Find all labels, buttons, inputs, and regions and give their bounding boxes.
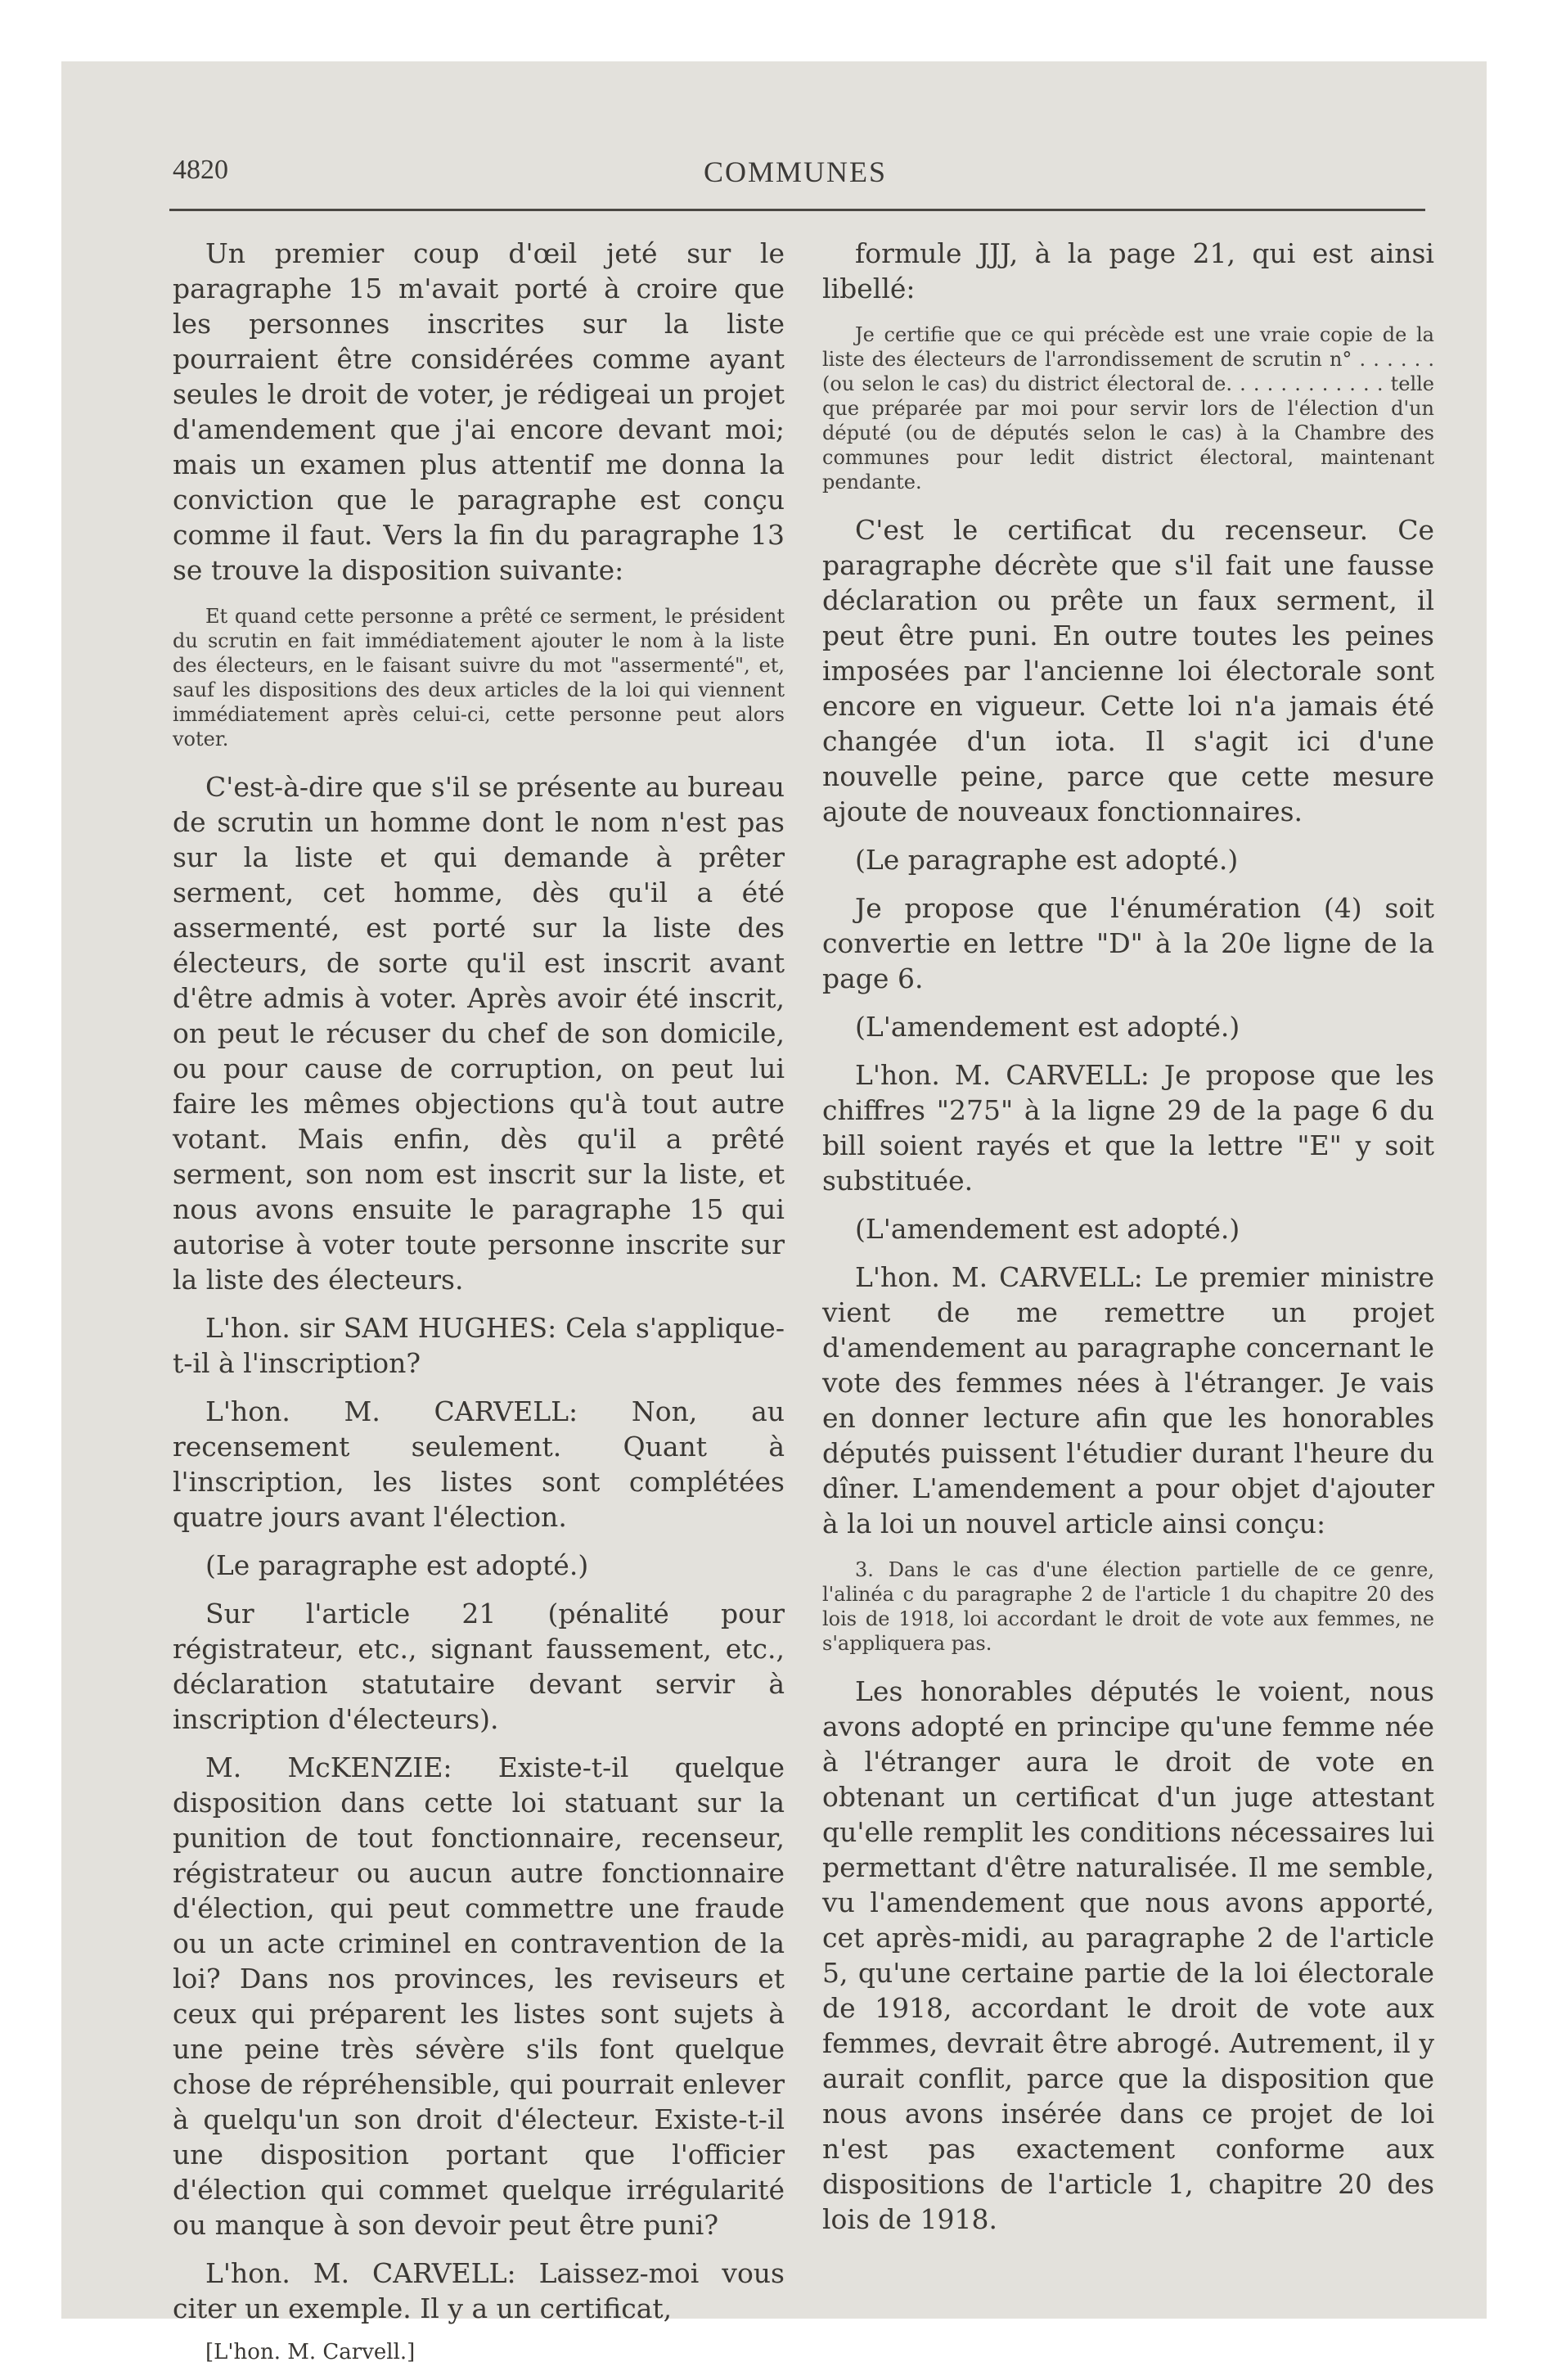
paragraph: Je propose que l'énumération (4) soit convertie en lettre "D" à la 20e ligne de la page 6. bbox=[822, 892, 1434, 994]
quoted-text: 3. Dans le cas d'une élection partielle de ce genre, l'alinéa c du paragraphe 2 de l'article 1 du chapitre 20 des lois de 1918, loi accordant le droit de vote aux femmes, ne s'appliquera pas. bbox=[822, 1558, 1434, 1655]
right-column bbox=[822, 236, 1434, 2250]
running-title: COMMUNES bbox=[704, 156, 888, 188]
paragraph: L'hon. M. CARVELL: Laissez-moi vous citer un exemple. Il y a un certificat, bbox=[173, 2257, 785, 2324]
paragraph: formule JJJ, à la page 21, qui est ainsi libellé: bbox=[822, 237, 1434, 304]
paragraph: L'hon. M. CARVELL: Je propose que les chiffres "275" à la ligne 29 de la page 6 du bill soient rayés et que la lettre "E" y soit substituée. bbox=[822, 1059, 1434, 1197]
speaker-footer: [L'hon. M. Carvell.] bbox=[205, 2340, 416, 2364]
page-number: 4820 bbox=[173, 155, 228, 185]
paragraph: Un premier coup d'œil jeté sur le paragraphe 15 m'avait porté à croire que les personnes inscrites sur la liste pourraient être considérées comme ayant seules le droit de voter, je rédigeai un projet d'amendement que j'ai encore devant moi; mais un examen plus attentif me donna la conviction que le paragraphe est conçu comme il faut. Vers la fin du paragraphe 13 se trouve la disposition suivante: bbox=[173, 237, 785, 586]
left-column bbox=[173, 236, 785, 2365]
quoted-text: Je certifie que ce qui précède est une vraie copie de la liste des électeurs de l'arrondissement de scrutin n° . . . . . . (ou selon le cas) du district électoral de. . . . . . . . . . . . telle que préparée par moi pour servir lors de l'élection d'un député (ou de députés selon le cas) à la Chambre des communes pour ledit district électoral, maintenant pendante. bbox=[822, 323, 1434, 494]
paragraph: L'hon. sir SAM HUGHES: Cela s'applique-t-il à l'inscription? bbox=[173, 1312, 785, 1379]
paragraph: Sur l'article 21 (pénalité pour régistrateur, etc., signant faussement, etc., déclaration statutaire devant servir à inscription d'électeurs). bbox=[173, 1598, 785, 1735]
paragraph: C'est-à-dire que s'il se présente au bureau de scrutin un homme dont le nom n'est pas sur la liste et qui demande à prêter serment, cet homme, dès qu'il a été assermenté, est porté sur la liste des électeurs, de sorte qu'il est inscrit avant d'être admis à voter. Après avoir été inscrit, on peut le récuser du chef de son domicile, ou pour cause de corruption, on peut lui faire les mêmes objections qu'à tout autre votant. Mais enfin, dès qu'il a prêté serment, son nom est inscrit sur la liste, et nous avons ensuite le paragraphe 15 qui autorise à voter toute personne inscrite sur la liste des électeurs. bbox=[173, 771, 785, 1296]
paragraph: L'hon. M. CARVELL: Le premier ministre vient de me remettre un projet d'amendement au paragraphe concernant le vote des femmes nées à l'étranger. Je vais en donner lecture afin que les honorables députés puissent l'étudier durant l'heure du dîner. L'amendement a pour objet d'ajouter à la loi un nouvel article ainsi conçu: bbox=[822, 1261, 1434, 1539]
quoted-text: Et quand cette personne a prêté ce serment, le président du scrutin en fait immédiatement ajouter le nom à la liste des électeurs, en le faisant suivre du mot "assermenté", et, sauf les dispositions des deux articles de la loi qui viennent immédiatement après celui-ci, cette personne peut alors voter. bbox=[173, 605, 785, 751]
paragraph: C'est le certificat du recenseur. Ce paragraphe décrète que s'il fait une fausse déclaration ou prête un faux serment, il peut être puni. En outre toutes les peines imposées par l'ancienne loi électorale sont encore en vigueur. Cette loi n'a jamais été changée d'un iota. Il s'agit ici d'une nouvelle peine, parce que cette mesure ajoute de nouveaux fonctionnaires. bbox=[822, 514, 1434, 827]
paragraph: Les honorables députés le voient, nous avons adopté en principe qu'une femme née à l'étranger aura le droit de vote en obtenant un certificat d'un juge attestant qu'elle remplit les conditions nécessaires lui permettant d'être naturalisée. Il me semble, vu l'amendement que nous avons apporté, cet après-midi, au paragraphe 2 de l'article 5, qu'une certaine partie de la loi électorale de 1918, accordant le droit de vote aux femmes, devrait être abrogé. Autrement, il y aurait conflit, parce que la disposition que nous avons insérée dans ce projet de loi n'est pas exactement conforme aux dispositions de l'article 1, chapitre 20 des lois de 1918. bbox=[822, 1675, 1434, 2235]
paragraph: (Le paragraphe est adopté.) bbox=[205, 1549, 589, 1581]
paragraph: M. McKENZIE: Existe-t-il quelque disposition dans cette loi statuant sur la punition de tout fonctionnaire, recenseur, régistrateur ou aucun autre fonctionnaire d'élection, qui peut commettre une fraude ou un acte criminel en contravention de la loi? Dans nos provinces, les reviseurs et ceux qui préparent les listes sont sujets à une peine très sévère s'ils font quelque chose de répréhensible, qui pourrait enlever à quelqu'un son droit d'électeur. Existe-t-il une disposition portant que l'officier d'élection qui commet quelque irrégularité ou manque à son devoir peut être puni? bbox=[173, 1751, 785, 2241]
paragraph: (L'amendement est adopté.) bbox=[855, 1011, 1240, 1043]
header-rule bbox=[169, 209, 1425, 211]
paragraph: (L'amendement est adopté.) bbox=[855, 1213, 1240, 1245]
paragraph: (Le paragraphe est adopté.) bbox=[855, 844, 1239, 876]
paragraph: L'hon. M. CARVELL: Non, au recensement seulement. Quant à l'inscription, les listes sont complétées quatre jours avant l'élection. bbox=[173, 1395, 785, 1533]
